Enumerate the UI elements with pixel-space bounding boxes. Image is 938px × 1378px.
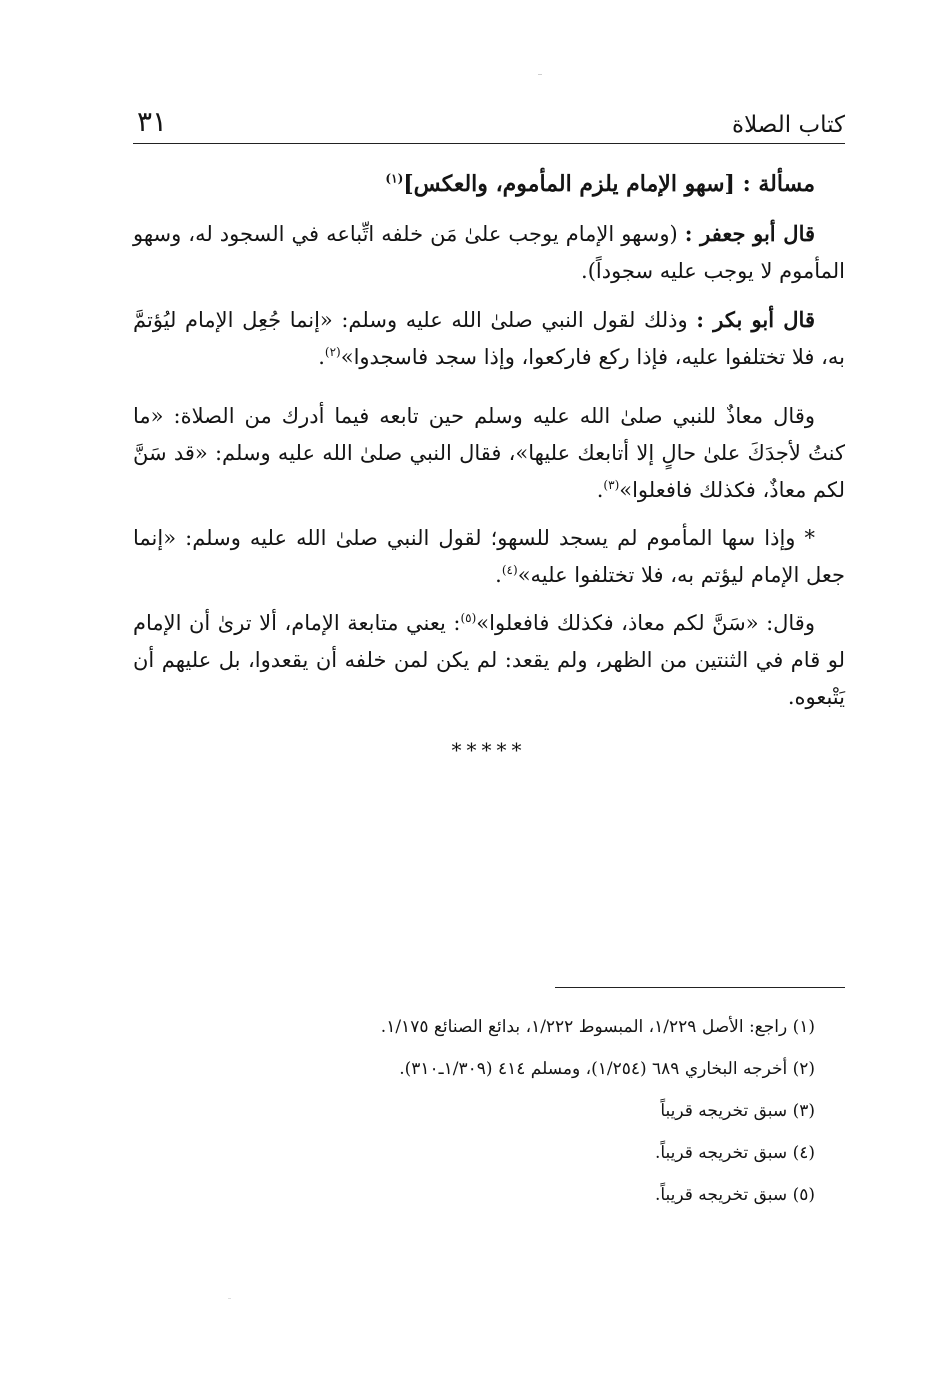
- paragraph-text: * وإذا سها المأموم لم يسجد للسهو؛ لقول النبي صلىٰ الله عليه وسلم: «إنما جعل الإمام ليؤتم به، فلا تختلفوا عليه»: [133, 526, 845, 587]
- paragraph-mutabaa: [133, 605, 845, 716]
- footnote-2: (٢) أخرجه البخاري ٦٨٩ (١/٢٥٤)، ومسلم ٤١٤ (١/٣٠٩ـ٣١٠).: [399, 1059, 815, 1079]
- paragraph-mamum-sahw: [133, 520, 845, 594]
- footnote-4: (٤) سبق تخريجه قريباً.: [654, 1143, 815, 1163]
- section-separator: *****: [451, 738, 527, 762]
- paragraph-text: (وسهو الإمام يوجب علىٰ مَن خلفه اتِّباعه في السجود له، وسهو المأموم لا يوجب عليه سجوداً).: [133, 222, 845, 283]
- footnote-ref: (٤): [501, 563, 518, 577]
- footnote-ref: (٥): [460, 611, 477, 625]
- footnotes: [133, 1006, 815, 1216]
- paragraph-abu-jafar: [133, 215, 845, 290]
- footnote-ref: (٣): [603, 478, 620, 492]
- issue-heading: [133, 166, 845, 203]
- sentence-end: .: [318, 345, 325, 369]
- paragraph-abu-bakr: [133, 301, 845, 376]
- page-number: ٣١: [137, 105, 168, 138]
- running-header: [133, 102, 845, 138]
- paragraph-text: : يعني متابعة الإمام، ألا ترىٰ أن الإمام لو قام في الثنتين من الظهر، ولم يقعد: لم يكن لمن خلفه أن يقعدوا، بل عليهم أن يَتْبعوه.: [133, 611, 845, 709]
- main-text: [133, 166, 845, 780]
- footnote-ref: (٢): [324, 345, 341, 359]
- heading-text: مسألة : [سهو الإمام يلزم المأموم، والعكس]: [403, 171, 815, 197]
- footnote-ref: (١): [385, 171, 404, 186]
- book-page: [133, 0, 845, 1378]
- paragraph-muadh: [133, 398, 845, 509]
- paragraph-text: وذلك لقول النبي صلىٰ الله عليه وسلم: «إنما جُعِل الإمام ليُؤتمَّ به، فلا تختلفوا عليه، فإذا ركع فاركعوا، وإذا سجد فاسجدوا»: [133, 308, 845, 369]
- speaker-label: قال أبو جعفر :: [684, 221, 816, 246]
- speaker-label: قال أبو بكر :: [696, 307, 815, 332]
- book-title: كتاب الصلاة: [732, 112, 845, 138]
- sentence-end: .: [495, 563, 502, 587]
- footnote-1: (١) راجع: الأصل ١/٢٢٩، المبسوط ١/٢٢٢، بدائع الصنائع ١/١٧٥.: [380, 1017, 815, 1037]
- footnote-3: (٣) سبق تخريجه قريباً: [660, 1101, 815, 1121]
- paragraph-text: وقال: «سَنَّ لكم معاذ، فكذلك فافعلوا»: [476, 611, 815, 635]
- paragraph-text: وقال معاذٌ للنبي صلىٰ الله عليه وسلم حين تابعه فيما أدرك من الصلاة: «ما كنتُ لأجدَكَ علىٰ حالٍ إلا أتابعك عليها»، فقال النبي صلىٰ الله عليه وسلم: «قد سَنَّ لكم معاذٌ، فكذلك فافعلوا»: [133, 404, 845, 502]
- footnote-5: (٥) سبق تخريجه قريباً.: [654, 1185, 815, 1205]
- sentence-end: .: [596, 478, 604, 502]
- footnote-rule: [555, 987, 845, 988]
- header-rule: [133, 143, 845, 144]
